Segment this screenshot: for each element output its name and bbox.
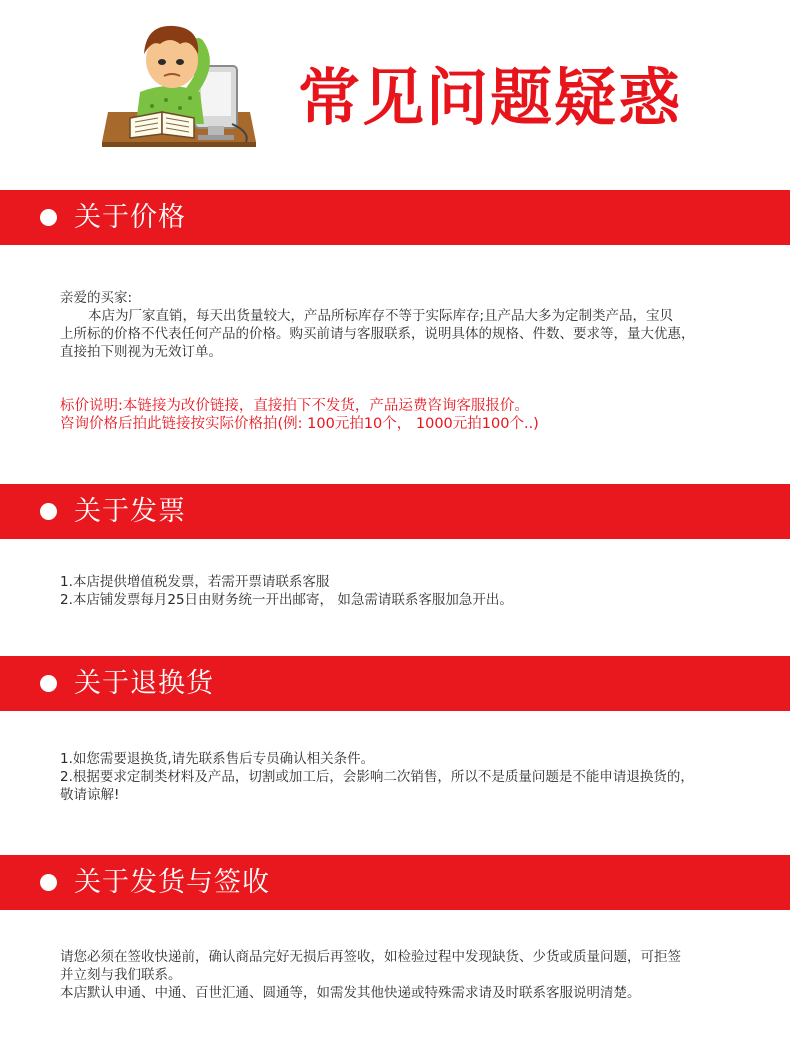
notice-line: 标价说明:本链接为改价链接，直接拍下不发货，产品运费咨询客服报价。 [60,398,529,414]
greeting-line: 亲爱的买家: [60,290,133,306]
body-line: 直接拍下则视为无效订单。 [60,344,222,360]
student-reading-computer-icon [100,14,260,149]
body-line: 1.本店提供增值税发票，若需开票请联系客服 [60,574,330,590]
section-body-invoice [60,573,730,609]
body-line: 2.根据要求定制类材料及产品，切割或加工后，会影响二次销售，所以不是质量问题是不能申请退换货的， [60,769,694,785]
bullet-dot-icon [40,874,57,891]
body-line: 敬请谅解! [60,787,120,803]
section-body-price [60,289,730,361]
body-line: 本店默认申通、中通、百世汇通、圆通等，如需发其他快递或特殊需求请及时联系客服说明清楚。 [60,985,641,1001]
bullet-dot-icon [40,209,57,226]
page-title: 常见问题疑惑 [298,61,683,134]
section-body-returns [60,750,730,804]
body-line: 2.本店铺发票每月25日由财务统一开出邮寄， 如急需请联系客服加急开出。 [60,592,513,608]
notice-line: 咨询价格后拍此链接按实际价格拍(例: 100元拍10个， 1000元拍100个..) [60,416,539,432]
bullet-dot-icon [40,503,57,520]
body-line: 1.如您需要退换货,请先联系售后专员确认相关条件。 [60,751,375,767]
section-header-price [0,190,790,245]
section-header-returns [0,656,790,711]
section-header-shipping [0,855,790,910]
section-title: 关于发票 [74,496,186,527]
price-notice [60,397,730,433]
bullet-dot-icon [40,675,57,692]
page-header [0,0,790,190]
body-line: 上所标的价格不代表任何产品的价格。购买前请与客服联系，说明具体的规格、件数、要求等，量大优惠， [60,326,695,342]
section-header-invoice [0,484,790,539]
section-title: 关于价格 [74,202,186,233]
section-title: 关于发货与签收 [74,867,270,898]
section-title: 关于退换货 [74,668,214,699]
body-line: 请您必须在签收快递前，确认商品完好无损后再签收，如检验过程中发现缺货、少货或质量问题，可拒签 [60,949,681,965]
body-line: 并立刻与我们联系。 [60,967,182,983]
body-line: 本店为厂家直销，每天出货量较大，产品所标库存不等于实际库存;且产品大多为定制类产品，宝贝 [88,308,674,324]
section-body-shipping [60,948,730,1002]
